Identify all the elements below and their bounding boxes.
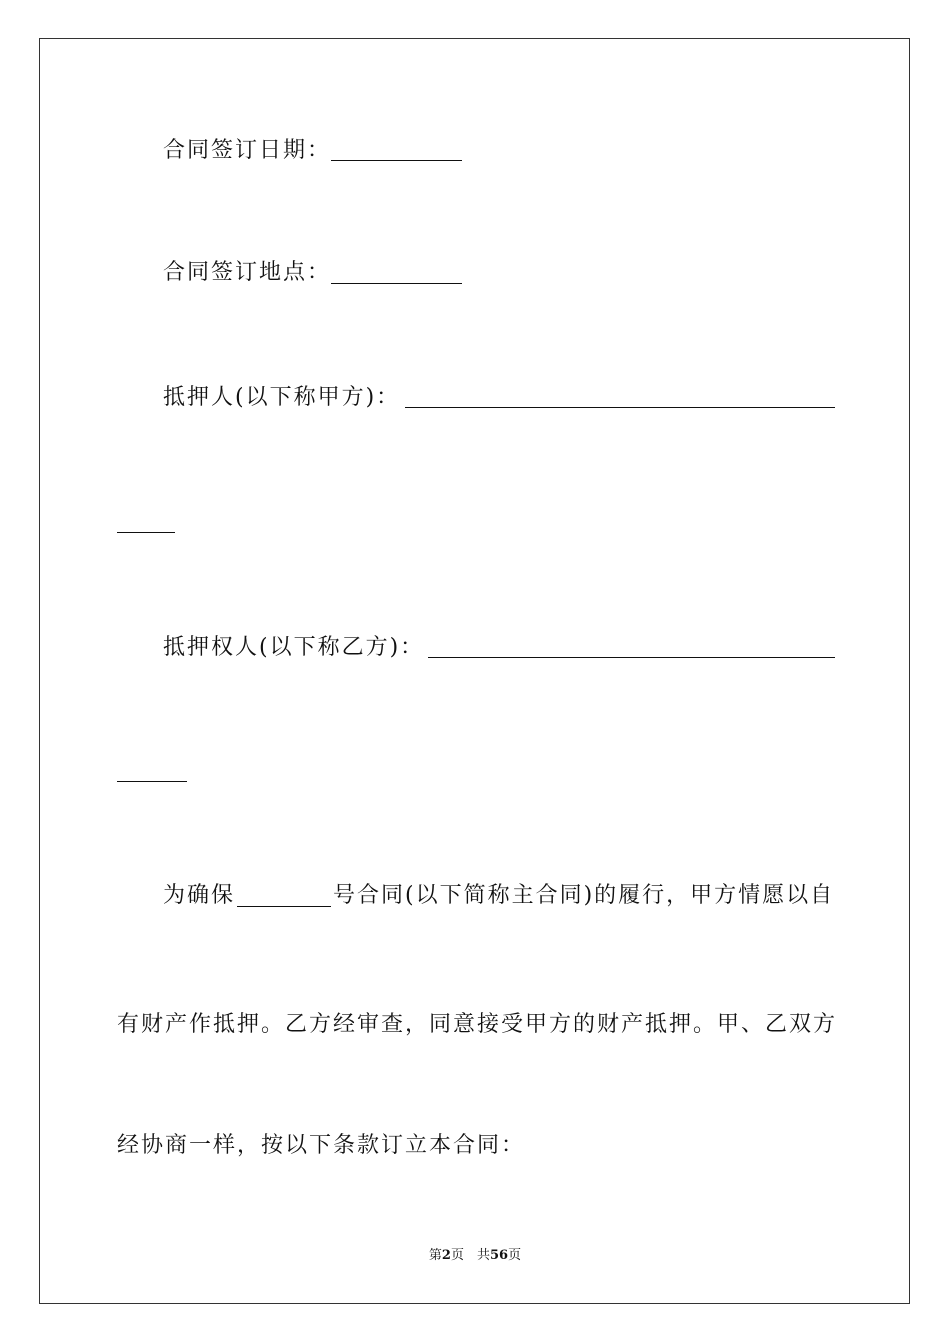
footer-prefix: 第	[428, 1248, 442, 1263]
footer-mid: 页 共	[450, 1248, 490, 1263]
footer-suffix: 页	[508, 1248, 522, 1263]
paragraph-line2: 有财产作抵押。乙方经审查，同意接受甲方的财产抵押。甲、乙双方	[117, 1012, 838, 1037]
mortgagor-label: 抵押人(以下称甲方)：	[163, 385, 401, 410]
mortgagor-blank-continued	[117, 532, 175, 533]
page-border	[39, 38, 910, 1304]
footer-total-pages: 56	[489, 1248, 509, 1263]
paragraph-lead: 为确保	[163, 883, 236, 908]
paragraph-line1: 号合同(以下简称主合同)的履行，甲方情愿以自	[333, 883, 835, 908]
contract-number-blank	[237, 906, 331, 907]
mortgagee-blank	[428, 657, 835, 658]
footer-page-number: 2	[441, 1248, 451, 1263]
sign-date-label: 合同签订日期：	[163, 138, 332, 163]
mortgagee-label: 抵押权人(以下称乙方)：	[163, 635, 425, 660]
sign-place-label: 合同签订地点：	[163, 260, 332, 285]
paragraph-line3: 经协商一样，按以下条款订立本合同：	[117, 1133, 526, 1158]
page-footer	[0, 1247, 950, 1265]
mortgagor-blank	[405, 407, 835, 408]
mortgagee-blank-continued	[117, 781, 187, 782]
sign-date-blank	[331, 160, 462, 161]
sign-place-blank	[331, 283, 462, 284]
